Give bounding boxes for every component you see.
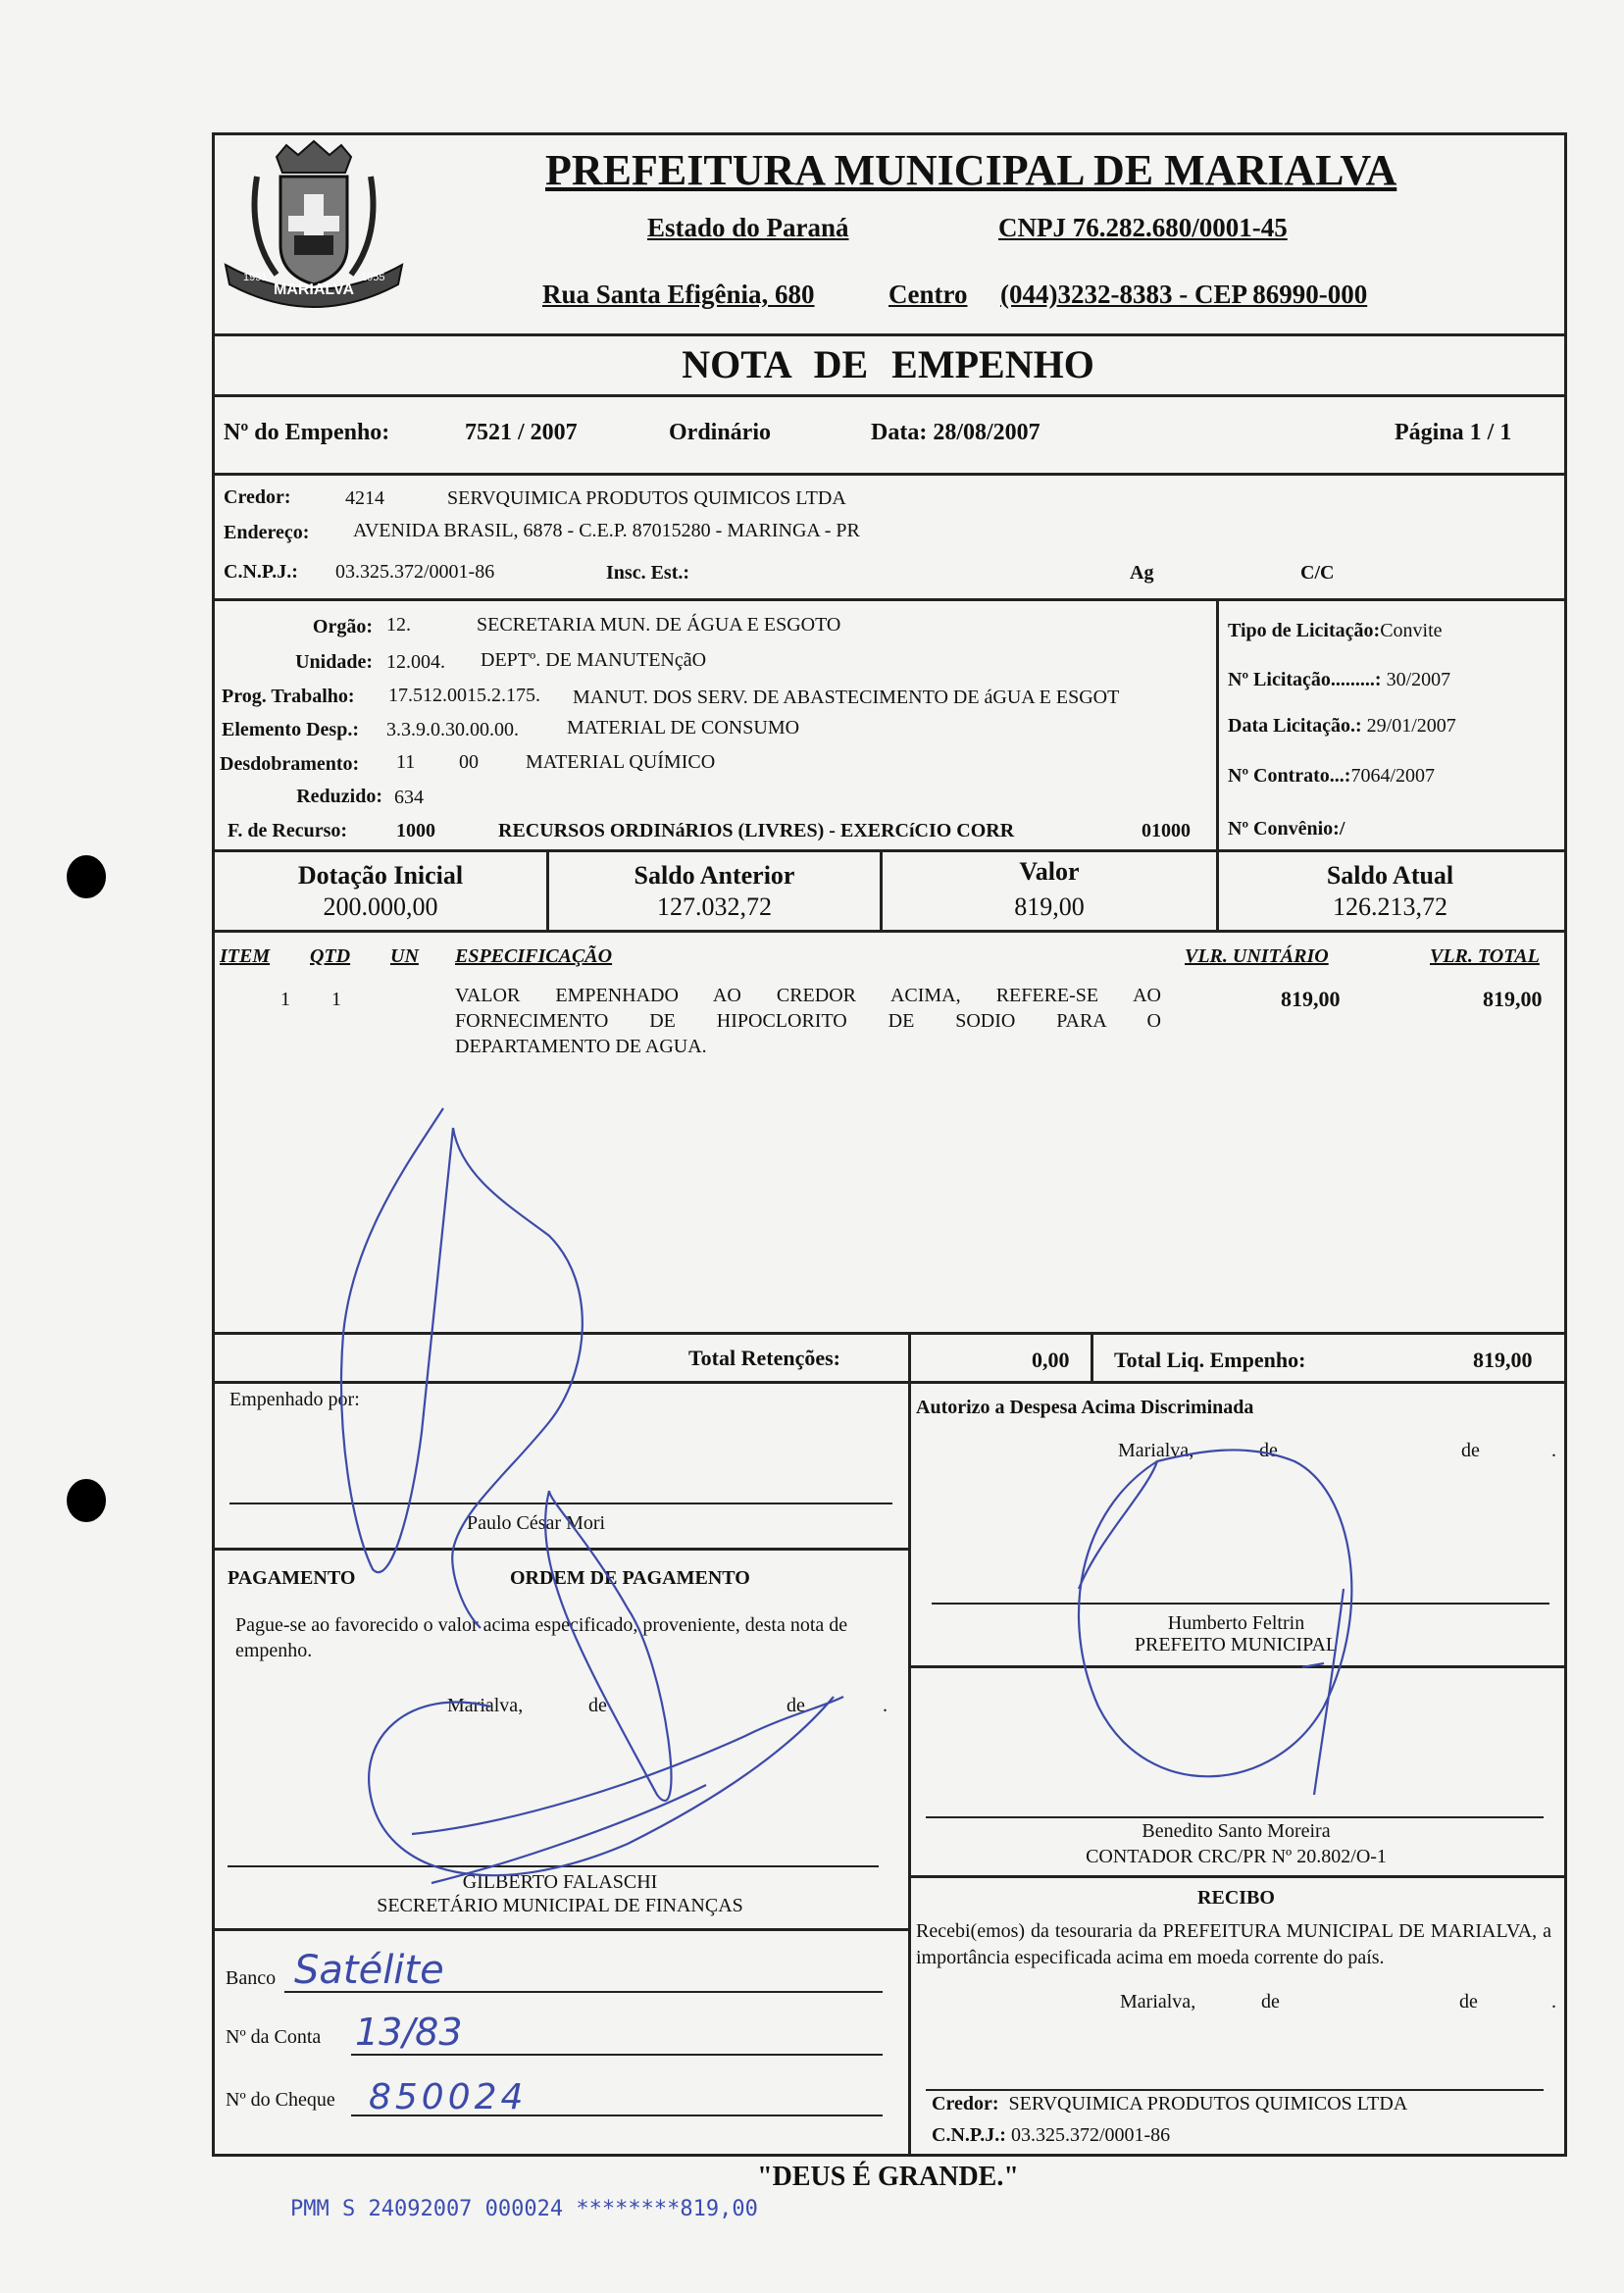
recibo-de-2: de xyxy=(1459,1991,1478,2013)
num-licitacao-label: Nº Licitação.........: xyxy=(1228,669,1382,690)
banco-label: Banco xyxy=(226,1967,277,1989)
item-unit-value: 819,00 xyxy=(1281,987,1341,1011)
ag-label: Ag xyxy=(1130,562,1154,584)
banco-handwritten: Satélite xyxy=(294,1948,444,1993)
recurso-name: RECURSOS ORDINáRIOS (LIVRES) - EXERCíCIO CORR xyxy=(498,820,1015,841)
header-title: PREFEITURA MUNICIPAL DE MARIALVA xyxy=(545,146,1397,194)
tipo-licitacao-label: Tipo de Licitação: xyxy=(1228,620,1381,641)
empenho-label: Nº do Empenho: xyxy=(224,420,390,445)
prog-code: 17.512.0015.2.175. xyxy=(388,685,540,706)
recibo-cnpj-label: C.N.P.J.: xyxy=(932,2124,1006,2146)
orgao-label: Orgão: xyxy=(312,616,373,637)
saldo-atual-label: Saldo Atual xyxy=(1326,861,1454,890)
insc-est-label: Insc. Est.: xyxy=(606,562,690,584)
col-item: ITEM xyxy=(220,945,271,967)
data-licitacao-value: 29/01/2007 xyxy=(1366,715,1456,737)
cheque-handwritten: 850024 xyxy=(369,2077,528,2117)
header-address: Rua Santa Efigênia, 680 xyxy=(542,280,815,309)
recibo-text: Recebi(emos) da tesouraria da PREFEITURA MUNICIPAL DE MARIALVA, a importância especificada acima em moeda corrente do país. xyxy=(916,1920,1551,1968)
empenhado-name: Paulo César Mori xyxy=(467,1512,606,1534)
prog-label: Prog. Trabalho: xyxy=(222,686,355,707)
total-liq-value: 819,00 xyxy=(1473,1348,1533,1372)
total-retencoes-value: 0,00 xyxy=(1032,1348,1070,1372)
total-liq-label: Total Liq. Empenho: xyxy=(1114,1348,1306,1372)
contador-name: Benedito Santo Moreira xyxy=(1142,1820,1331,1842)
contador-role: CONTADOR CRC/PR Nº 20.802/O-1 xyxy=(1086,1846,1387,1867)
header-state: Estado do Paraná xyxy=(647,213,849,242)
unidade-name: DEPTº. DE MANUTENçãO xyxy=(481,649,707,671)
desdobramento-label: Desdobramento: xyxy=(220,753,360,775)
secretario-name: GILBERTO FALASCHI xyxy=(462,1871,658,1893)
left-marialva: Marialva, xyxy=(447,1695,524,1716)
right-de-2: de xyxy=(1461,1440,1480,1461)
recibo-credor-label: Credor: xyxy=(932,2093,999,2115)
left-de-1: de xyxy=(588,1695,607,1716)
elemento-code: 3.3.9.0.30.00.00. xyxy=(386,719,519,740)
orgao-code: 12. xyxy=(386,614,411,636)
crest-year-right: 1955 xyxy=(361,272,385,283)
recurso-sub: 01000 xyxy=(1142,820,1191,841)
conta-handwritten: 13/83 xyxy=(355,2011,463,2054)
conta-label: Nº da Conta xyxy=(226,2026,322,2048)
crest-year-left: 1951 xyxy=(243,272,268,283)
credor-label: Credor: xyxy=(224,486,291,508)
credor-address: AVENIDA BRASIL, 6878 - C.E.P. 87015280 - MARINGA - PR xyxy=(353,520,860,541)
reduzido-value: 634 xyxy=(394,787,424,808)
header-district: Centro xyxy=(888,280,968,309)
data-licitacao-label: Data Licitação.: xyxy=(1228,715,1362,737)
recurso-label: F. de Recurso: xyxy=(228,820,348,841)
ordem-pagamento-label: ORDEM DE PAGAMENTO xyxy=(510,1567,750,1589)
empenho-number: 7521 / 2007 xyxy=(465,420,578,445)
pague-text: Pague-se ao favorecido o valor acima especificado, proveniente, desta nota de empenho. xyxy=(235,1614,848,1661)
desdobramento-a: 11 xyxy=(396,751,416,773)
right-de-1: de xyxy=(1259,1440,1278,1461)
prefeito-role: PREFEITO MUNICIPAL xyxy=(1134,1634,1339,1656)
cc-label: C/C xyxy=(1300,562,1335,584)
reduzido-label: Reduzido: xyxy=(296,786,382,807)
crest-lettering: MARIALVA xyxy=(273,281,355,298)
num-licitacao xyxy=(1228,669,1450,691)
credor-cnpj-label: C.N.P.J.: xyxy=(224,561,298,583)
page-indicator: Página 1 / 1 xyxy=(1395,420,1512,445)
right-marialva: Marialva, xyxy=(1118,1440,1194,1461)
municipal-crest xyxy=(218,137,410,330)
cheque-label: Nº do Cheque xyxy=(226,2089,335,2111)
total-retencoes-label: Total Retenções: xyxy=(688,1346,840,1370)
data-licitacao xyxy=(1228,715,1456,738)
elemento-name: MATERIAL DE CONSUMO xyxy=(567,717,800,739)
col-vlr-unitario: VLR. UNITÁRIO xyxy=(1185,945,1329,967)
col-un: UN xyxy=(390,945,419,967)
valor-label: Valor xyxy=(1019,857,1080,886)
footer-motto: "DEUS É GRANDE." xyxy=(757,2162,1019,2192)
tipo-licitacao-value: Convite xyxy=(1380,620,1443,641)
credor-name: SERVQUIMICA PRODUTOS QUIMICOS LTDA xyxy=(447,487,846,509)
desdobramento-b: 00 xyxy=(459,751,479,773)
header-cnpj: CNPJ 76.282.680/0001-45 xyxy=(998,213,1288,242)
item-qtd: 1 xyxy=(331,989,341,1010)
empenho-date: Data: 28/08/2007 xyxy=(871,420,1040,445)
col-qtd: QTD xyxy=(310,945,351,967)
empenho-type: Ordinário xyxy=(669,420,772,445)
right-dot: . xyxy=(1551,1440,1556,1461)
punch-hole-top xyxy=(67,855,106,898)
saldo-atual-value: 126.213,72 xyxy=(1333,892,1447,921)
payment-stamp: PMM S 24092007 000024 ********819,00 xyxy=(290,2197,758,2221)
recibo-dot: . xyxy=(1551,1991,1556,2013)
header-phone-cep: (044)3232-8383 - CEP 86990-000 xyxy=(1000,280,1368,309)
prog-name: MANUT. DOS SERV. DE ABASTECIMENTO DE áGUA E ESGOT xyxy=(573,687,1120,708)
item-spec-line-1: VALOR EMPENHADO AO CREDOR ACIMA, REFERE-SE AO xyxy=(455,985,1161,1006)
left-de-2: de xyxy=(787,1695,805,1716)
pagamento-label: PAGAMENTO xyxy=(228,1567,356,1589)
empenhado-label: Empenhado por: xyxy=(229,1389,360,1410)
recibo-cnpj xyxy=(932,2124,1170,2147)
dotacao-value: 200.000,00 xyxy=(323,892,438,921)
left-dot: . xyxy=(883,1695,888,1716)
desdobramento-name: MATERIAL QUÍMICO xyxy=(526,751,716,773)
saldo-anterior-value: 127.032,72 xyxy=(657,892,772,921)
recibo-credor-name: SERVQUIMICA PRODUTOS QUIMICOS LTDA xyxy=(1008,2093,1408,2115)
item-number: 1 xyxy=(280,989,290,1010)
credor-address-label: Endereço: xyxy=(224,522,310,543)
doc-title: NOTA DE EMPENHO xyxy=(682,342,1094,386)
unidade-code: 12.004. xyxy=(386,651,445,673)
item-spec-line-3: DEPARTAMENTO DE AGUA. xyxy=(455,1036,707,1057)
elemento-label: Elemento Desp.: xyxy=(222,719,359,740)
credor-cnpj: 03.325.372/0001-86 xyxy=(335,561,495,583)
recibo-de-1: de xyxy=(1261,1991,1280,2013)
secretario-role: SECRETÁRIO MUNICIPAL DE FINANÇAS xyxy=(377,1895,743,1916)
num-contrato-value: 7064/2007 xyxy=(1350,765,1436,787)
num-licitacao-value: 30/2007 xyxy=(1386,669,1451,690)
recurso-code: 1000 xyxy=(396,820,435,841)
num-contrato-label: Nº Contrato...: xyxy=(1228,765,1351,787)
unidade-label: Unidade: xyxy=(295,651,373,673)
prefeito-name: Humberto Feltrin xyxy=(1167,1612,1305,1634)
item-spec-line-2: FORNECIMENTO DE HIPOCLORITO DE SODIO PARA O xyxy=(455,1010,1161,1032)
saldo-anterior-label: Saldo Anterior xyxy=(634,861,795,890)
recibo-cnpj-value: 03.325.372/0001-86 xyxy=(1010,2124,1171,2146)
item-total-value: 819,00 xyxy=(1483,987,1543,1011)
punch-hole-bottom xyxy=(67,1479,106,1522)
num-contrato xyxy=(1228,765,1435,788)
autorizo-label: Autorizo a Despesa Acima Discriminada xyxy=(916,1397,1254,1418)
recibo-marialva: Marialva, xyxy=(1120,1991,1196,2013)
valor-value: 819,00 xyxy=(1014,892,1085,921)
recibo-title: RECIBO xyxy=(1197,1887,1275,1909)
tipo-licitacao xyxy=(1228,620,1443,642)
recibo-credor xyxy=(932,2093,1407,2115)
credor-code: 4214 xyxy=(345,487,384,509)
col-especificacao: ESPECIFICAÇÃO xyxy=(455,945,613,967)
col-vlr-total: VLR. TOTAL xyxy=(1430,945,1540,967)
orgao-name: SECRETARIA MUN. DE ÁGUA E ESGOTO xyxy=(477,614,841,636)
num-convenio: Nº Convênio:/ xyxy=(1228,818,1345,840)
dotacao-label: Dotação Inicial xyxy=(297,861,464,890)
